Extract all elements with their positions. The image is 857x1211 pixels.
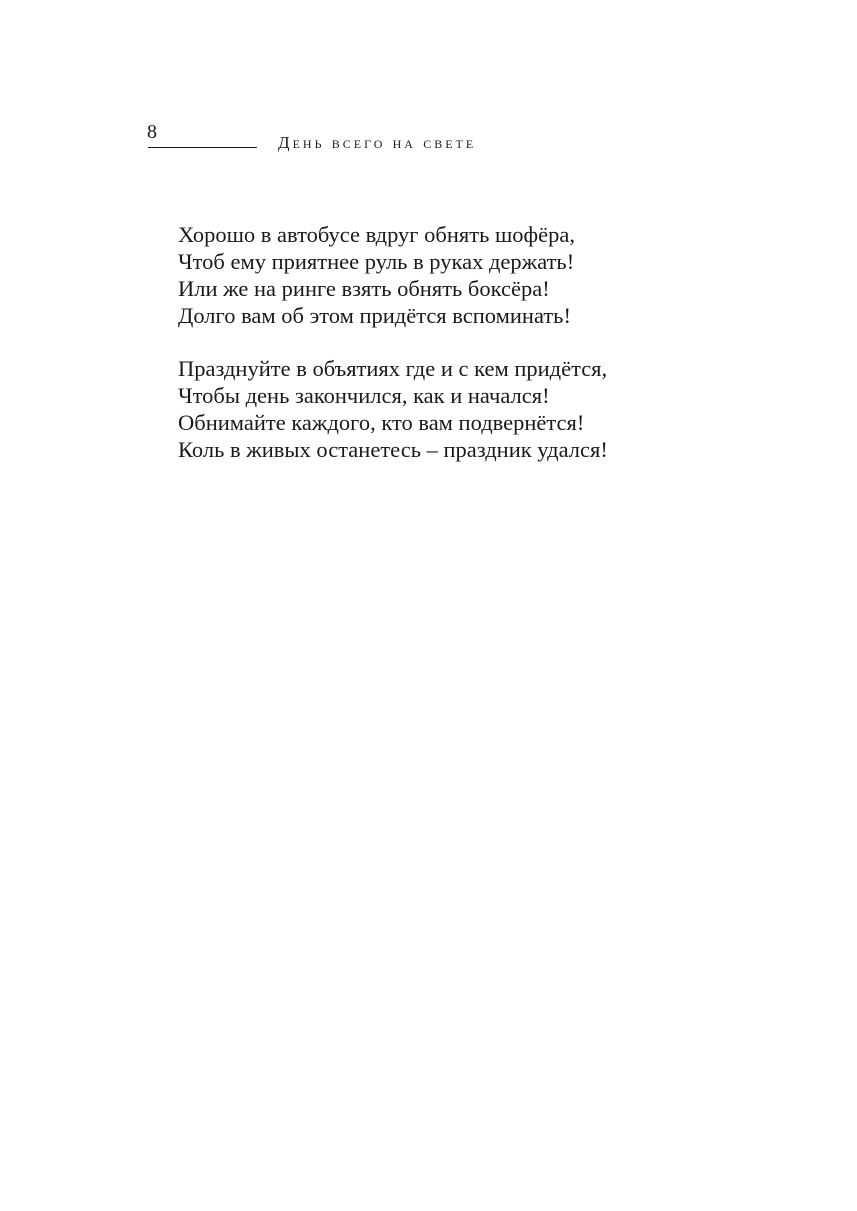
poem-line: Или же на ринге взять обнять боксёра! [178,276,550,301]
poem-line: Хорошо в автобусе вдруг обнять шофёра, [178,222,575,247]
poem-line: Чтобы день закончился, как и начался! [178,383,550,408]
running-title: День всего на свете [278,133,477,152]
poem-line: Чтоб ему приятнее руль в руках держать! [178,249,575,274]
poem-line: Обнимайте каждого, кто вам подвернётся! [178,410,585,435]
poem-line: Коль в живых останетесь – праздник удался! [178,437,608,462]
header-rule [148,147,257,148]
stanza-1 [178,221,738,329]
poem-line: Долго вам об этом придётся вспоминать! [178,303,571,328]
page-number: 8 [147,121,157,143]
poem-line: Празднуйте в объятиях где и с кем придётся, [178,356,608,381]
poem [178,221,738,489]
stanza-2 [178,355,738,463]
